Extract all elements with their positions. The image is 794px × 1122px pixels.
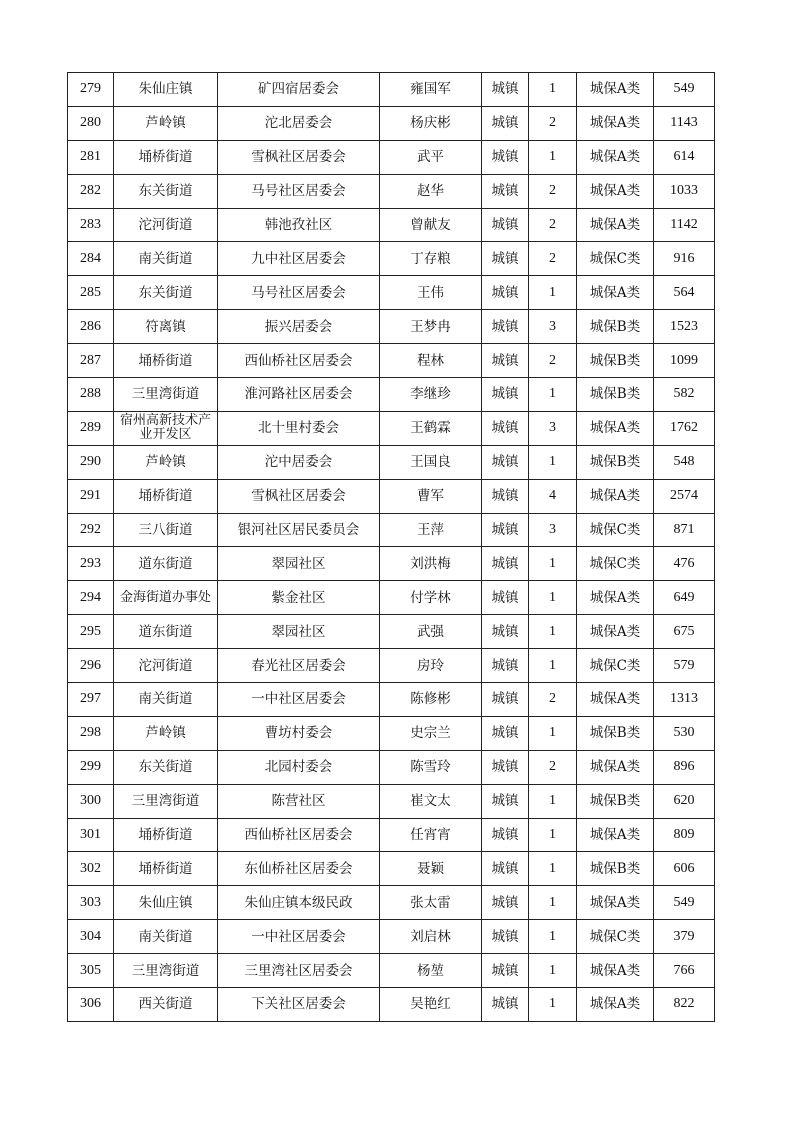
amount-cell: 614 [654, 140, 715, 174]
name-cell: 王梦冉 [380, 310, 482, 344]
name-cell: 王国良 [380, 445, 482, 479]
row-number: 299 [68, 750, 114, 784]
area-type-cell: 城镇 [482, 784, 529, 818]
amount-cell: 809 [654, 818, 715, 852]
row-number: 303 [68, 886, 114, 920]
town-cell: 三里湾街道 [114, 954, 218, 988]
name-cell: 王伟 [380, 276, 482, 310]
committee-cell: 一中社区居委会 [218, 920, 380, 954]
area-type-cell: 城镇 [482, 106, 529, 140]
category-cell: 城保A类 [577, 581, 654, 615]
area-type-cell: 城镇 [482, 310, 529, 344]
committee-cell: 矿四宿居委会 [218, 73, 380, 107]
category-cell: 城保A类 [577, 174, 654, 208]
committee-cell: 三里湾社区居委会 [218, 954, 380, 988]
category-cell: 城保C类 [577, 649, 654, 683]
town-cell: 埇桥街道 [114, 479, 218, 513]
row-number: 295 [68, 615, 114, 649]
table-row [68, 750, 715, 784]
area-type-cell: 城镇 [482, 988, 529, 1022]
name-cell: 杨堃 [380, 954, 482, 988]
town-cell: 沱河街道 [114, 649, 218, 683]
household-count-cell: 1 [529, 920, 577, 954]
table-row [68, 479, 715, 513]
town-cell: 芦岭镇 [114, 445, 218, 479]
area-type-cell: 城镇 [482, 276, 529, 310]
row-number: 279 [68, 73, 114, 107]
table-row [68, 852, 715, 886]
name-cell: 房玲 [380, 649, 482, 683]
row-number: 305 [68, 954, 114, 988]
household-count-cell: 1 [529, 852, 577, 886]
committee-cell: 振兴居委会 [218, 310, 380, 344]
row-number: 306 [68, 988, 114, 1022]
name-cell: 程林 [380, 344, 482, 378]
table-row [68, 513, 715, 547]
table-row [68, 818, 715, 852]
town-cell: 三里湾街道 [114, 378, 218, 412]
category-cell: 城保C类 [577, 547, 654, 581]
town-cell: 埇桥街道 [114, 140, 218, 174]
name-cell: 聂颖 [380, 852, 482, 886]
category-cell: 城保B类 [577, 784, 654, 818]
row-number: 285 [68, 276, 114, 310]
area-type-cell: 城镇 [482, 445, 529, 479]
amount-cell: 649 [654, 581, 715, 615]
amount-cell: 564 [654, 276, 715, 310]
amount-cell: 1099 [654, 344, 715, 378]
town-cell: 朱仙庄镇 [114, 73, 218, 107]
household-count-cell: 1 [529, 73, 577, 107]
amount-cell: 916 [654, 242, 715, 276]
row-number: 297 [68, 683, 114, 717]
area-type-cell: 城镇 [482, 208, 529, 242]
committee-cell: 紫金社区 [218, 581, 380, 615]
area-type-cell: 城镇 [482, 174, 529, 208]
category-cell: 城保A类 [577, 140, 654, 174]
committee-cell: 马号社区居委会 [218, 174, 380, 208]
name-cell: 刘启林 [380, 920, 482, 954]
row-number: 292 [68, 513, 114, 547]
category-cell: 城保A类 [577, 276, 654, 310]
row-number: 284 [68, 242, 114, 276]
table-row [68, 140, 715, 174]
table-row [68, 378, 715, 412]
household-count-cell: 2 [529, 683, 577, 717]
amount-cell: 1143 [654, 106, 715, 140]
household-count-cell: 1 [529, 378, 577, 412]
table-row [68, 615, 715, 649]
committee-cell: 雪枫社区居委会 [218, 140, 380, 174]
committee-cell: 曹坊村委会 [218, 716, 380, 750]
table-row [68, 920, 715, 954]
table-row [68, 716, 715, 750]
area-type-cell: 城镇 [482, 242, 529, 276]
category-cell: 城保A类 [577, 988, 654, 1022]
table-row [68, 988, 715, 1022]
row-number: 280 [68, 106, 114, 140]
town-cell: 南关街道 [114, 920, 218, 954]
table-row [68, 344, 715, 378]
amount-cell: 1033 [654, 174, 715, 208]
town-cell: 芦岭镇 [114, 716, 218, 750]
name-cell: 任宵宵 [380, 818, 482, 852]
committee-cell: 西仙桥社区居委会 [218, 818, 380, 852]
amount-cell: 1762 [654, 411, 715, 445]
category-cell: 城保A类 [577, 954, 654, 988]
amount-cell: 620 [654, 784, 715, 818]
household-count-cell: 2 [529, 750, 577, 784]
row-number: 301 [68, 818, 114, 852]
amount-cell: 2574 [654, 479, 715, 513]
table-row [68, 276, 715, 310]
household-count-cell: 3 [529, 310, 577, 344]
table-row [68, 683, 715, 717]
area-type-cell: 城镇 [482, 750, 529, 784]
household-count-cell: 2 [529, 242, 577, 276]
name-cell: 曹军 [380, 479, 482, 513]
name-cell: 李继珍 [380, 378, 482, 412]
household-count-cell: 2 [529, 106, 577, 140]
committee-cell: 春光社区居委会 [218, 649, 380, 683]
row-number: 282 [68, 174, 114, 208]
household-count-cell: 1 [529, 140, 577, 174]
town-cell: 南关街道 [114, 683, 218, 717]
category-cell: 城保A类 [577, 886, 654, 920]
row-number: 300 [68, 784, 114, 818]
area-type-cell: 城镇 [482, 818, 529, 852]
row-number: 293 [68, 547, 114, 581]
town-cell: 符离镇 [114, 310, 218, 344]
amount-cell: 379 [654, 920, 715, 954]
household-count-cell: 2 [529, 344, 577, 378]
committee-cell: 一中社区居委会 [218, 683, 380, 717]
committee-cell: 北十里村委会 [218, 411, 380, 445]
table-row [68, 886, 715, 920]
household-count-cell: 2 [529, 208, 577, 242]
household-count-cell: 1 [529, 886, 577, 920]
name-cell: 赵华 [380, 174, 482, 208]
row-number: 304 [68, 920, 114, 954]
row-number: 281 [68, 140, 114, 174]
area-type-cell: 城镇 [482, 479, 529, 513]
town-cell: 沱河街道 [114, 208, 218, 242]
area-type-cell: 城镇 [482, 513, 529, 547]
area-type-cell: 城镇 [482, 920, 529, 954]
area-type-cell: 城镇 [482, 954, 529, 988]
name-cell: 丁存粮 [380, 242, 482, 276]
area-type-cell: 城镇 [482, 140, 529, 174]
row-number: 294 [68, 581, 114, 615]
row-number: 298 [68, 716, 114, 750]
committee-cell: 九中社区居委会 [218, 242, 380, 276]
household-count-cell: 3 [529, 513, 577, 547]
row-number: 296 [68, 649, 114, 683]
category-cell: 城保B类 [577, 716, 654, 750]
committee-cell: 马号社区居委会 [218, 276, 380, 310]
area-type-cell: 城镇 [482, 73, 529, 107]
town-cell: 宿州高新技术产业开发区 [114, 411, 218, 445]
table-row [68, 445, 715, 479]
name-cell: 陈雪玲 [380, 750, 482, 784]
town-cell: 埇桥街道 [114, 818, 218, 852]
committee-cell: 西仙桥社区居委会 [218, 344, 380, 378]
name-cell: 王萍 [380, 513, 482, 547]
amount-cell: 606 [654, 852, 715, 886]
town-cell: 朱仙庄镇 [114, 886, 218, 920]
committee-cell: 沱中居委会 [218, 445, 380, 479]
amount-cell: 871 [654, 513, 715, 547]
amount-cell: 1142 [654, 208, 715, 242]
committee-cell: 东仙桥社区居委会 [218, 852, 380, 886]
town-cell: 金海街道办事处 [114, 581, 218, 615]
committee-cell: 银河社区居民委员会 [218, 513, 380, 547]
category-cell: 城保A类 [577, 615, 654, 649]
table-row [68, 174, 715, 208]
town-cell: 西关街道 [114, 988, 218, 1022]
table-row [68, 581, 715, 615]
name-cell: 陈修彬 [380, 683, 482, 717]
area-type-cell: 城镇 [482, 547, 529, 581]
table-row [68, 208, 715, 242]
town-cell: 三八街道 [114, 513, 218, 547]
row-number: 283 [68, 208, 114, 242]
name-cell: 刘洪梅 [380, 547, 482, 581]
table-row [68, 106, 715, 140]
town-cell: 东关街道 [114, 750, 218, 784]
category-cell: 城保B类 [577, 852, 654, 886]
household-count-cell: 1 [529, 581, 577, 615]
row-number: 291 [68, 479, 114, 513]
name-cell: 王鹤霖 [380, 411, 482, 445]
area-type-cell: 城镇 [482, 716, 529, 750]
amount-cell: 549 [654, 886, 715, 920]
name-cell: 吴艳红 [380, 988, 482, 1022]
category-cell: 城保B类 [577, 310, 654, 344]
amount-cell: 1523 [654, 310, 715, 344]
row-number: 302 [68, 852, 114, 886]
committee-cell: 淮河路社区居委会 [218, 378, 380, 412]
area-type-cell: 城镇 [482, 649, 529, 683]
household-count-cell: 4 [529, 479, 577, 513]
category-cell: 城保A类 [577, 479, 654, 513]
town-cell: 芦岭镇 [114, 106, 218, 140]
amount-cell: 476 [654, 547, 715, 581]
row-number: 289 [68, 411, 114, 445]
town-cell: 道东街道 [114, 547, 218, 581]
name-cell: 张太雷 [380, 886, 482, 920]
amount-cell: 582 [654, 378, 715, 412]
town-cell: 埇桥街道 [114, 852, 218, 886]
name-cell: 杨庆彬 [380, 106, 482, 140]
household-count-cell: 1 [529, 988, 577, 1022]
table-row [68, 242, 715, 276]
committee-cell: 雪枫社区居委会 [218, 479, 380, 513]
table-row [68, 310, 715, 344]
name-cell: 付学林 [380, 581, 482, 615]
category-cell: 城保A类 [577, 208, 654, 242]
committee-cell: 北园村委会 [218, 750, 380, 784]
category-cell: 城保B类 [577, 378, 654, 412]
row-number: 286 [68, 310, 114, 344]
committee-cell: 陈营社区 [218, 784, 380, 818]
amount-cell: 766 [654, 954, 715, 988]
category-cell: 城保B类 [577, 344, 654, 378]
table-row [68, 954, 715, 988]
category-cell: 城保C类 [577, 920, 654, 954]
name-cell: 武平 [380, 140, 482, 174]
town-cell: 东关街道 [114, 174, 218, 208]
name-cell: 曾献友 [380, 208, 482, 242]
household-count-cell: 1 [529, 954, 577, 988]
category-cell: 城保A类 [577, 411, 654, 445]
table-row [68, 73, 715, 107]
table-row [68, 649, 715, 683]
table-row [68, 784, 715, 818]
area-type-cell: 城镇 [482, 581, 529, 615]
amount-cell: 675 [654, 615, 715, 649]
committee-cell: 翠园社区 [218, 547, 380, 581]
committee-cell: 翠园社区 [218, 615, 380, 649]
table-row [68, 411, 715, 445]
town-cell: 道东街道 [114, 615, 218, 649]
category-cell: 城保A类 [577, 73, 654, 107]
name-cell: 崔文太 [380, 784, 482, 818]
amount-cell: 1313 [654, 683, 715, 717]
committee-cell: 朱仙庄镇本级民政 [218, 886, 380, 920]
household-count-cell: 1 [529, 818, 577, 852]
household-count-cell: 1 [529, 716, 577, 750]
committee-cell: 韩池孜社区 [218, 208, 380, 242]
committee-cell: 沱北居委会 [218, 106, 380, 140]
household-count-cell: 1 [529, 445, 577, 479]
roster-table [67, 72, 715, 1022]
category-cell: 城保A类 [577, 750, 654, 784]
amount-cell: 822 [654, 988, 715, 1022]
row-number: 290 [68, 445, 114, 479]
amount-cell: 548 [654, 445, 715, 479]
row-number: 288 [68, 378, 114, 412]
household-count-cell: 2 [529, 174, 577, 208]
household-count-cell: 1 [529, 547, 577, 581]
amount-cell: 530 [654, 716, 715, 750]
area-type-cell: 城镇 [482, 683, 529, 717]
table-row [68, 547, 715, 581]
category-cell: 城保C类 [577, 242, 654, 276]
row-number: 287 [68, 344, 114, 378]
category-cell: 城保A类 [577, 818, 654, 852]
household-count-cell: 3 [529, 411, 577, 445]
household-count-cell: 1 [529, 784, 577, 818]
amount-cell: 549 [654, 73, 715, 107]
area-type-cell: 城镇 [482, 344, 529, 378]
area-type-cell: 城镇 [482, 852, 529, 886]
amount-cell: 896 [654, 750, 715, 784]
amount-cell: 579 [654, 649, 715, 683]
committee-cell: 下关社区居委会 [218, 988, 380, 1022]
town-cell: 埇桥街道 [114, 344, 218, 378]
area-type-cell: 城镇 [482, 378, 529, 412]
town-cell: 东关街道 [114, 276, 218, 310]
area-type-cell: 城镇 [482, 411, 529, 445]
household-count-cell: 1 [529, 276, 577, 310]
category-cell: 城保C类 [577, 513, 654, 547]
table-body [68, 73, 715, 1022]
area-type-cell: 城镇 [482, 886, 529, 920]
category-cell: 城保A类 [577, 106, 654, 140]
category-cell: 城保B类 [577, 445, 654, 479]
town-cell: 三里湾街道 [114, 784, 218, 818]
name-cell: 史宗兰 [380, 716, 482, 750]
town-cell: 南关街道 [114, 242, 218, 276]
household-count-cell: 1 [529, 649, 577, 683]
name-cell: 雍国军 [380, 73, 482, 107]
area-type-cell: 城镇 [482, 615, 529, 649]
household-count-cell: 1 [529, 615, 577, 649]
name-cell: 武强 [380, 615, 482, 649]
category-cell: 城保A类 [577, 683, 654, 717]
